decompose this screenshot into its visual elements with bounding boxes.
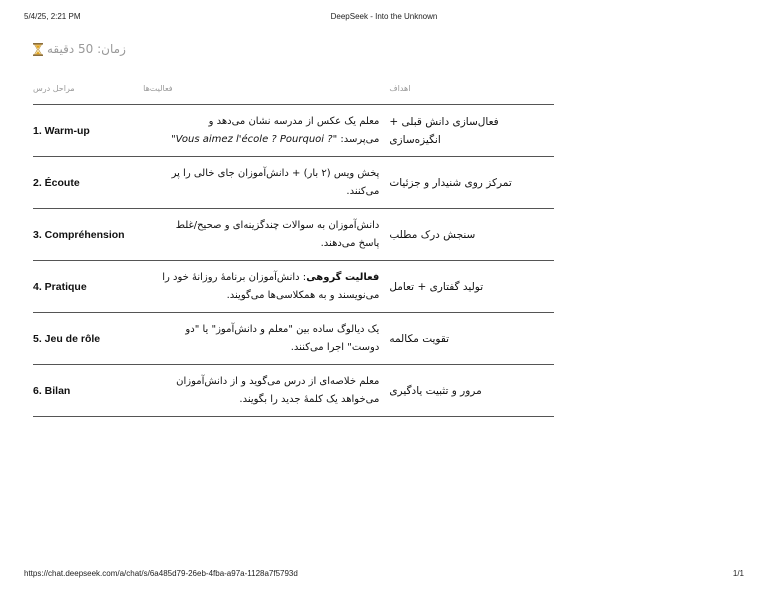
hourglass-icon — [33, 43, 43, 56]
activity-line-2: می‌نویسند و به همکلاسی‌ها می‌گویند. — [226, 289, 380, 301]
table-row — [33, 261, 554, 313]
stage-cell: 3. Compréhension — [33, 209, 143, 261]
header-activities: فعالیت‌ها — [143, 72, 389, 105]
activity-line-1: معلم خلاصه‌ای از درس می‌گوید و از دانش‌آموزان — [176, 375, 380, 387]
stage-cell: 4. Pratique — [33, 261, 143, 313]
activity-line-2: می‌پرسد: — [337, 133, 380, 145]
print-page-title: DeepSeek - Into the Unknown — [330, 12, 438, 21]
activity-cell — [143, 365, 389, 417]
activity-line-2: می‌کنند. — [346, 185, 380, 197]
stage-cell: 6. Bilan — [33, 365, 143, 417]
lesson-plan-table — [33, 72, 554, 417]
activity-cell — [143, 157, 389, 209]
table-row — [33, 105, 554, 157]
objective-cell: تمرکز روی شنیدار و جزئیات — [389, 157, 554, 209]
activity-line-1: دانش‌آموزان به سوالات چندگزینه‌ای و صحیح/غلط — [175, 219, 380, 231]
table-row — [33, 313, 554, 365]
stage-cell: 2. Écoute — [33, 157, 143, 209]
activity-line-2: دوست" اجرا می‌کنند. — [290, 341, 380, 353]
activity-cell — [143, 105, 389, 157]
objective-cell: فعال‌سازی دانش قبلی + انگیزه‌سازی — [389, 105, 554, 157]
activity-line-1: یک دیالوگ ساده بین "معلم و دانش‌آموز" یا "دو — [185, 323, 380, 335]
print-url: https://chat.deepseek.com/a/chat/s/6a485d79-26eb-4fba-a97a-1128a7f5793d — [24, 569, 298, 578]
objective-cell: تقویت مکالمه — [389, 313, 554, 365]
activity-line-1: معلم یک عکس از مدرسه نشان می‌دهد و — [208, 115, 380, 127]
header-objectives: اهداف — [389, 72, 554, 105]
print-datetime: 5/4/25, 2:21 PM — [24, 12, 81, 21]
objective-cell: مرور و تثبیت یادگیری — [389, 365, 554, 417]
objective-cell: سنجش درک مطلب — [389, 209, 554, 261]
activity-line-1: پخش ویس (۲ بار) + دانش‌آموزان جای خالی را پر — [171, 167, 380, 179]
activity-cell — [143, 261, 389, 313]
table-row — [33, 157, 554, 209]
activity-line-1: : دانش‌آموزان برنامهٔ روزانهٔ خود را — [162, 271, 307, 283]
activity-line-2: پاسخ می‌دهند. — [320, 237, 380, 249]
stage-cell: 5. Jeu de rôle — [33, 313, 143, 365]
activity-cell — [143, 313, 389, 365]
activity-quote: "Vous aimez l'école ? Pourquoi ?" — [171, 133, 338, 145]
header-stages: مراحل درس — [33, 72, 143, 105]
page-number: 1/1 — [732, 569, 744, 578]
table-row — [33, 209, 554, 261]
duration-text: زمان: 50 دقیقه — [47, 42, 126, 56]
activity-line-2: می‌خواهد یک کلمهٔ جدید را بگویند. — [239, 393, 380, 405]
activity-bold-label: فعالیت گروهی — [306, 271, 380, 283]
stage-cell: 1. Warm-up — [33, 105, 143, 157]
activity-cell — [143, 209, 389, 261]
lesson-duration — [33, 42, 126, 56]
objective-cell: تولید گفتاری + تعامل — [389, 261, 554, 313]
table-row — [33, 365, 554, 417]
table-header-row — [33, 72, 554, 105]
